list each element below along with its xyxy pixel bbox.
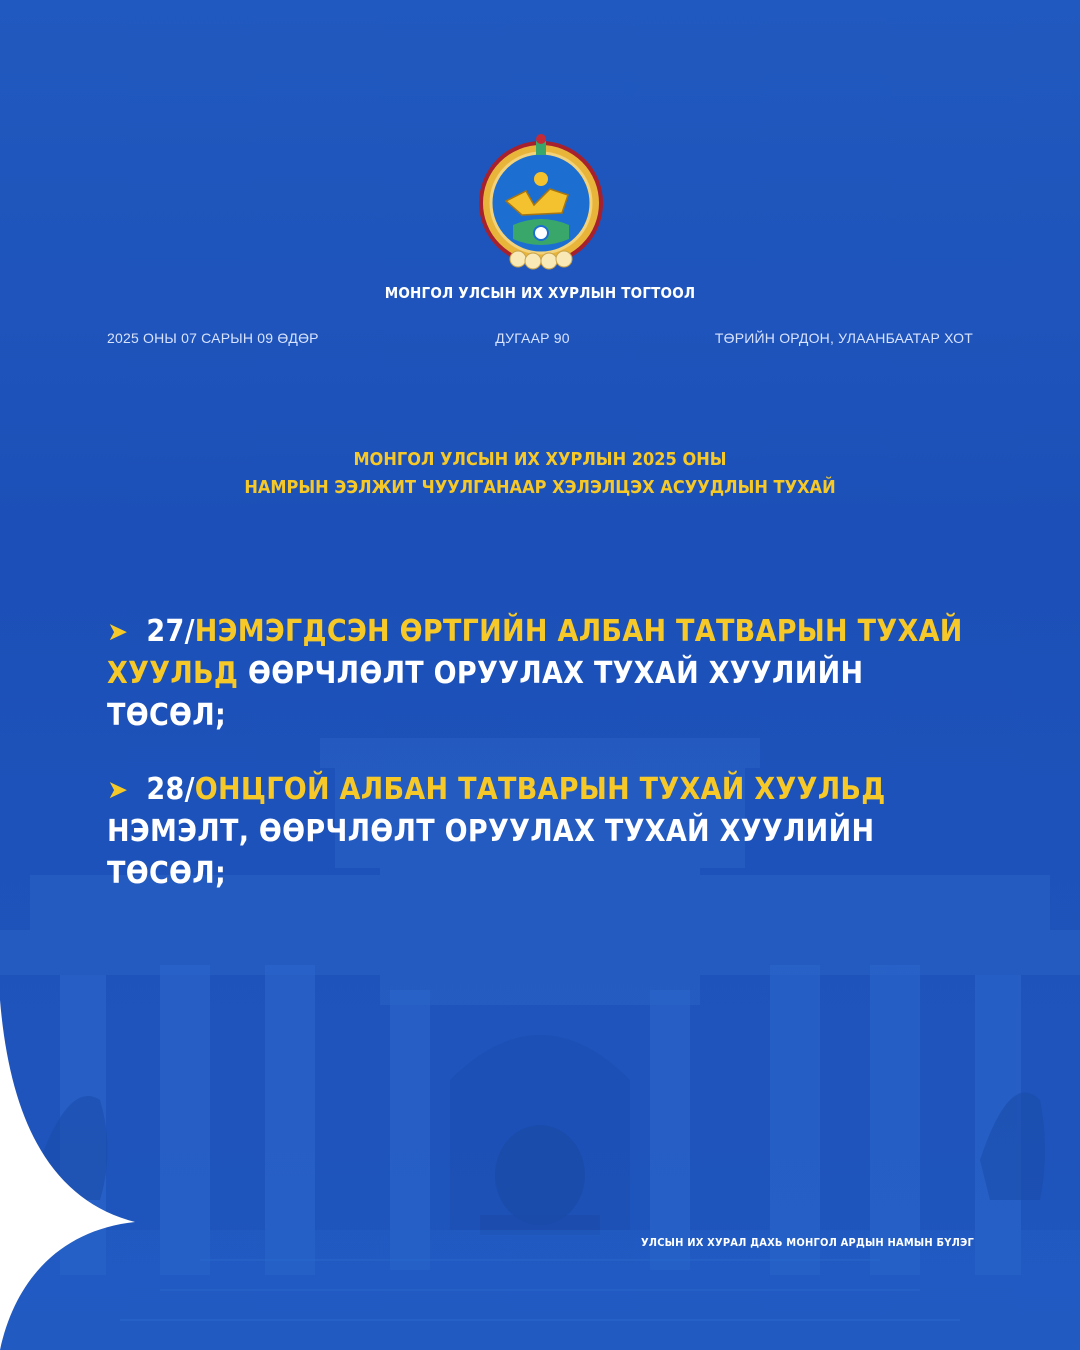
item-number: 28/ [146, 772, 195, 807]
item-text: ӨӨРЧЛӨЛТ ОРУУЛАХ ТУХАЙ ХУУЛИЙН ТӨСӨЛ; [107, 656, 864, 733]
resolution-place: ТӨРИЙН ОРДОН, УЛААНБААТАР ХОТ [714, 330, 973, 346]
resolution-title: МОНГОЛ УЛСЫН ИХ ХУРЛЫН ТОГТООЛ [384, 284, 696, 302]
item-highlight: ОНЦГОЙ АЛБАН ТАТВАРЫН ТУХАЙ ХУУЛЬД [194, 772, 886, 807]
caucus-footer: УЛСЫН ИХ ХУРАЛ ДАХЬ МОНГОЛ АРДЫН НАМЫН БҮЛЭГ [640, 1236, 974, 1249]
resolution-date: 2025 ОНЫ 07 САРЫН 09 ӨДӨР [107, 330, 319, 346]
subject-line-1: МОНГОЛ УЛСЫН ИХ ХУРЛЫН 2025 ОНЫ [353, 449, 727, 470]
agenda-item-27 [107, 611, 987, 737]
resolution-subject [0, 446, 1080, 502]
item-number: 27/ [146, 614, 195, 649]
chevron-right-icon: ➤ [107, 616, 129, 647]
resolution-number: ДУГААР 90 [495, 330, 570, 346]
decorative-wave [0, 1000, 140, 1350]
item-text: НЭМЭЛТ, ӨӨРЧЛӨЛТ ОРУУЛАХ ТУХАЙ ХУУЛИЙН ТӨСӨЛ; [107, 814, 875, 891]
chevron-right-icon: ➤ [107, 774, 129, 805]
state-emblem-icon [478, 133, 604, 275]
item-highlight: НЭМЭГДСЭН ӨРТГИЙН АЛБАН ТАТВАРЫН ТУХАЙ ХУУЛЬД [107, 614, 963, 691]
agenda-item-28 [107, 769, 987, 895]
subject-line-2: НАМРЫН ЭЭЛЖИТ ЧУУЛГАНААР ХЭЛЭЛЦЭХ АСУУДЛЫН ТУХАЙ [244, 477, 836, 498]
